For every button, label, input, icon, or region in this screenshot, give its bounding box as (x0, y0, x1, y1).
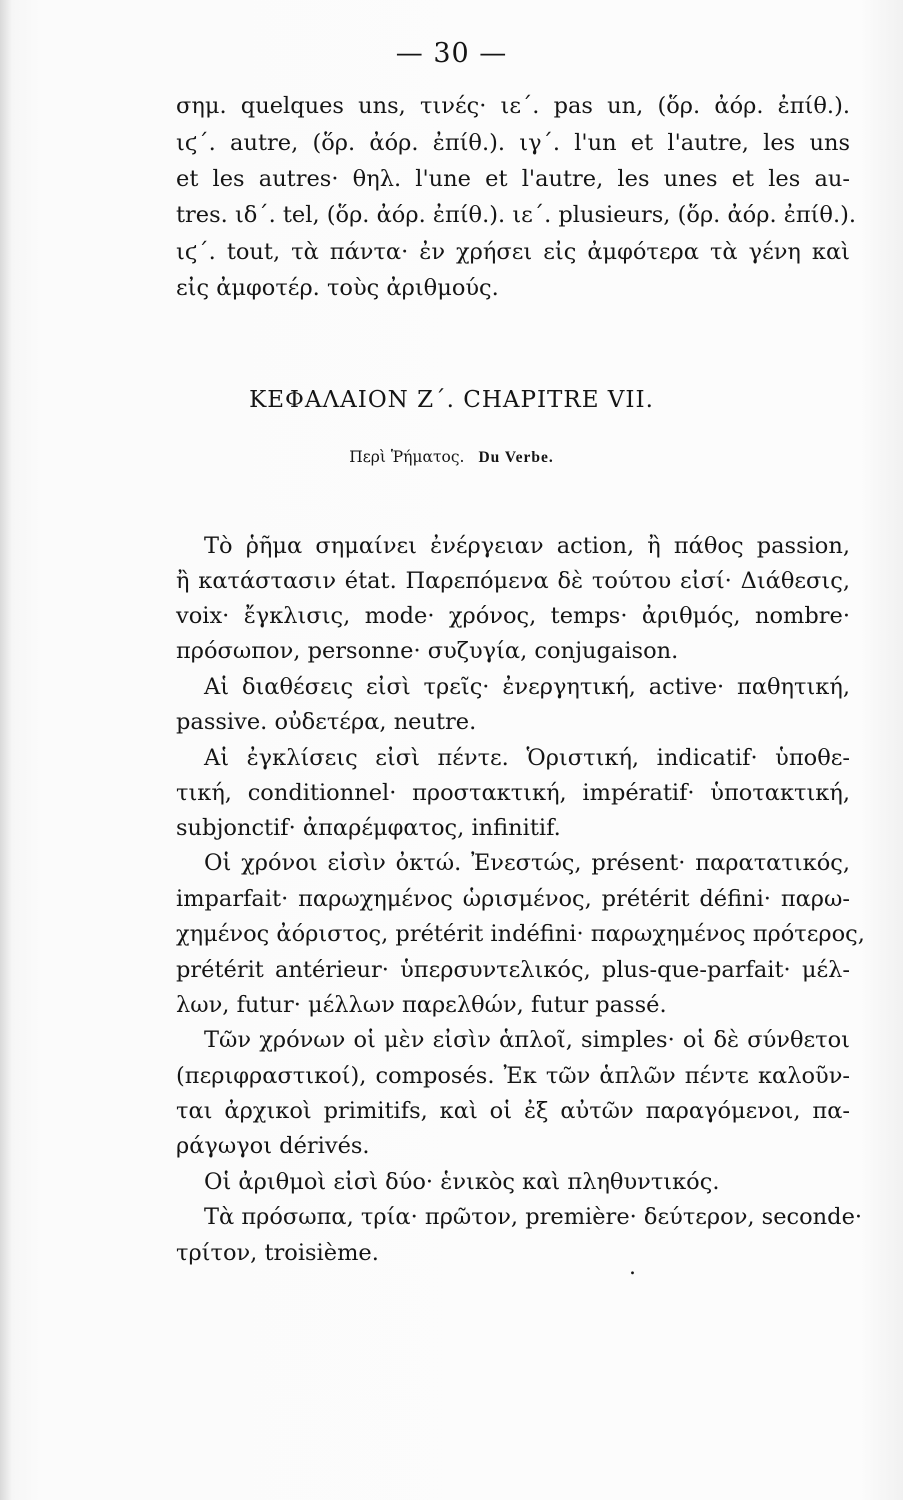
text-line: Αἱ διαθέσεις εἰσὶ τρεῖς· ἐνεργητική, active· παθητική, (204, 674, 850, 700)
text-line: εἰς ἀμφοτέρ. τοὺς ἀριθμούς. (176, 275, 499, 301)
text-line: ἢ κατάστασιν état. Παρεπόμενα δὲ τούτου εἰσί· Διάθεσις, (176, 568, 850, 594)
text-line: σημ. quelques uns, τινές· ιε΄. pas un, (ὅρ. ἀόρ. ἐπίθ.). (176, 93, 850, 119)
text-line: subjonctif· ἀπαρέμφατος, infinitif. (176, 815, 561, 841)
page-number: — 30 — (395, 38, 508, 69)
text-line: ιϛ΄. autre, (ὅρ. ἀόρ. ἐπίθ.). ιγ΄. l'un et l'autre, les uns (176, 130, 850, 156)
text-line: (περιφραστικοί), composés. Ἐκ τῶν ἁπλῶν πέντε καλοῦν- (176, 1063, 850, 1089)
page-gutter-shadow (0, 0, 12, 1500)
text-line: Τῶν χρόνων οἱ μὲν εἰσὶν ἁπλοῖ, simples· οἱ δὲ σύνθετοι (204, 1027, 850, 1053)
text-line: ράγωγοι dérivés. (176, 1133, 370, 1159)
text-line: imparfait· παρωχημένος ὡρισμένος, prétérit défini· παρω- (176, 886, 850, 912)
text-line: et les autres· θηλ. l'une et l'autre, les unes et les au- (176, 166, 850, 192)
text-line: Αἱ ἐγκλίσεις εἰσὶ πέντε. Ὁριστική, indicatif· ὑποθε- (204, 745, 850, 771)
text-line: Τὸ ῥῆμα σημαίνει ἐνέργειαν action, ἢ πάθος passion, (204, 533, 850, 559)
text-line: Οἱ χρόνοι εἰσὶν ὀκτώ. Ἐνεστώς, présent· παρατατικός, (204, 850, 850, 876)
text-line: τική, conditionnel· προστακτική, impératif· ὑποτακτική, (176, 780, 850, 806)
text-line: Τὰ πρόσωπα, τρία· πρῶτον, première· δεύτερον, seconde· (204, 1204, 863, 1230)
text-line: πρόσωπον, personne· συζυγία, conjugaison. (176, 638, 679, 664)
chapter-subheading (0, 448, 903, 467)
text-line: prétérit antérieur· ὑπερσυντελικός, plus-que-parfait· μέλ- (176, 957, 850, 983)
text-line: voix· ἔγκλισις, mode· χρόνος, temps· ἀριθμός, nombre· (176, 603, 850, 629)
chapter-heading: ΚΕΦΑΛΑΙΟΝ Ζ΄. CHAPITRE VII. (249, 387, 654, 413)
text-line: λων, futur· μέλλων παρελθών, futur passé. (176, 992, 667, 1018)
text-line: Οἱ ἀριθμοὶ εἰσὶ δύο· ἑνικὸς καὶ πληθυντικός. (204, 1169, 720, 1195)
subheading-french: Du Verbe. (478, 449, 554, 466)
text-line: χημένος ἀόριστος, prétérit indéfini· παρωχημένος πρότερος, (176, 921, 865, 947)
text-line: passive. οὐδετέρα, neutre. (176, 709, 477, 735)
text-line: ιϛ΄. tout, τὰ πάντα· ἐν χρήσει εἰς ἀμφότερα τὰ γένη καὶ (176, 239, 850, 265)
text-line: ται ἀρχικοὶ primitifs, καὶ οἱ ἐξ αὐτῶν παραγόμενοι, πα- (176, 1098, 850, 1124)
stray-mark: . (629, 1255, 636, 1280)
subheading-greek: Περὶ Ῥήματος. (349, 448, 465, 466)
text-line: τρίτον, troisième. (176, 1240, 379, 1266)
text-line: tres. ιδ΄. tel, (ὅρ. ἀόρ. ἐπίθ.). ιε΄. plusieurs, (ὅρ. ἀόρ. ἐπίθ.). (176, 202, 857, 228)
